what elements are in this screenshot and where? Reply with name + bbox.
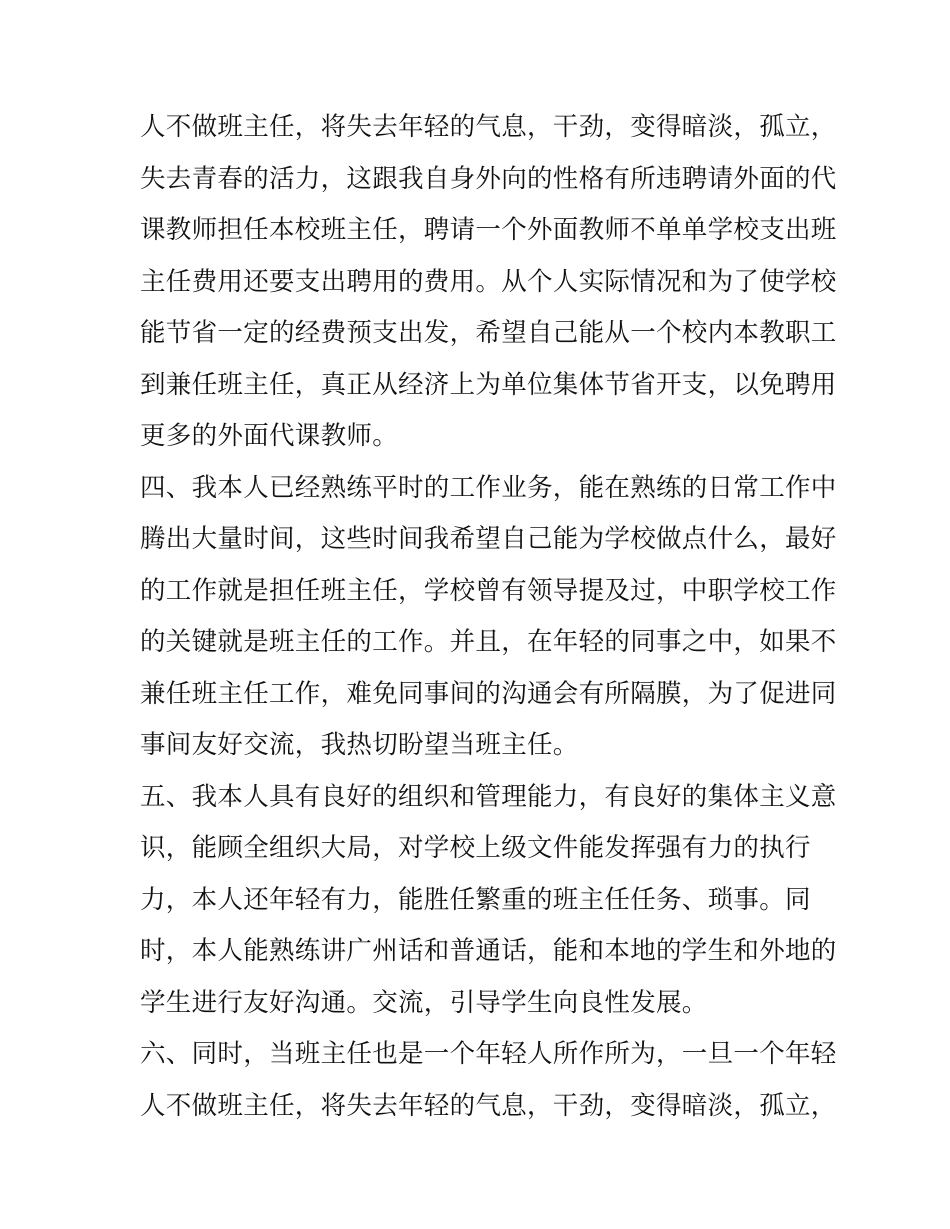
text-line: 主任费用还要支出聘用的费用。从个人实际情况和为了使学校 (140, 266, 837, 297)
text-line: 五、我本人具有良好的组织和管理能力，有良好的集体主义意 (140, 781, 837, 812)
text-line: 四、我本人已经熟练平时的工作业务，能在熟练的日常工作中 (140, 472, 837, 503)
text-line: 更多的外面代课教师。 (140, 421, 399, 451)
text-line: 学生进行友好沟通。交流，引导学生向良性发展。 (140, 987, 708, 1018)
text-line: 人不做班主任，将失去年轻的气息，干劲，变得暗淡，孤立， (140, 1090, 837, 1121)
text-line: 事间友好交流，我热切盼望当班主任。 (140, 730, 579, 760)
text-line: 到兼任班主任，真正从经济上为单位集体节省开支，以免聘用 (140, 369, 837, 400)
text-line: 六、同时，当班主任也是一个年轻人所作所为，一旦一个年轻 (140, 1039, 837, 1069)
text-line: 的关键就是班主任的工作。并且，在年轻的同事之中，如果不 (140, 627, 837, 657)
text-line: 失去青春的活力，这跟我自身外向的性格有所违聘请外面的代 (140, 163, 837, 194)
text-line: 力，本人还年轻有力，能胜任繁重的班主任任务、琐事。同 (140, 884, 811, 915)
text-line: 人不做班主任，将失去年轻的气息，干劲，变得暗淡，孤立， (140, 112, 837, 142)
text-line: 的工作就是担任班主任，学校曾有领导提及过，中职学校工作 (140, 575, 837, 606)
text-line: 课教师担任本校班主任，聘请一个外面教师不单单学校支出班 (140, 215, 837, 245)
text-line: 识，能顾全组织大局，对学校上级文件能发挥强有力的执行 (140, 833, 811, 863)
text-line: 腾出大量时间，这些时间我希望自己能为学校做点什么，最好 (140, 524, 837, 554)
text-line: 能节省一定的经费预支出发，希望自己能从一个校内本教职工 (140, 318, 837, 348)
body-text (140, 102, 837, 1132)
text-line: 兼任班主任工作，难免同事间的沟通会有所隔膜，为了促进同 (140, 678, 837, 709)
text-line: 时，本人能熟练讲广州话和普通话，能和本地的学生和外地的 (140, 936, 837, 966)
